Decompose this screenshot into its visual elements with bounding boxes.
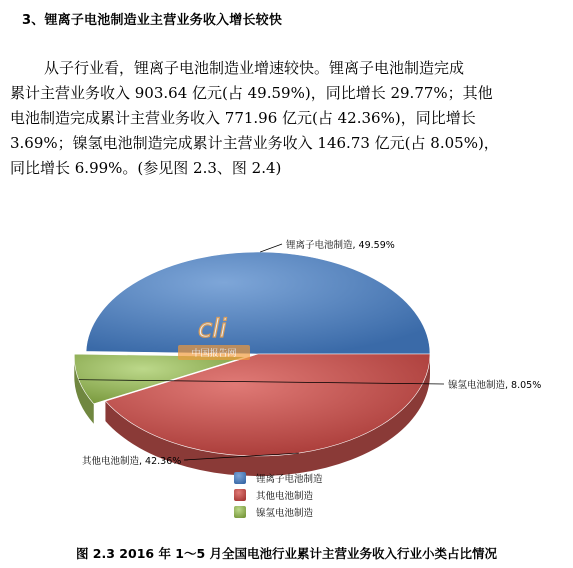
paragraph-line-5: 同比增长 6.99%。(参见图 2.3、图 2.4) <box>10 159 282 177</box>
leader-line <box>260 244 282 252</box>
section-heading: 3、锂离子电池制造业主营业务收入增长较快 <box>22 13 283 28</box>
legend-swatch <box>234 489 246 501</box>
legend-swatch <box>234 506 246 518</box>
watermark-site-text: 中国报告网 <box>191 349 237 359</box>
paragraph-line-2: 累计主营业务收入 903.64 亿元(占 49.59%)，同比增长 29.77%；其他 <box>10 84 493 102</box>
legend-swatch <box>234 472 246 484</box>
slice-label: 其他电池制造, 42.36% <box>82 456 182 467</box>
body-paragraph <box>10 56 566 181</box>
watermark-logo-text: cli <box>198 314 227 344</box>
slice-label: 镍氢电池制造, 8.05% <box>448 380 542 391</box>
paragraph-line-3: 电池制造完成累计主营业务收入 771.96 亿元(占 42.36%)，同比增长 <box>10 109 476 127</box>
legend-entry: 锂离子电池制造 <box>256 474 323 485</box>
legend-entry: 其他电池制造 <box>256 491 314 502</box>
pie-slice <box>86 252 430 354</box>
paragraph-line-1: 从子行业看，锂离子电池制造业增速较快。锂离子电池制造完成 <box>44 59 465 77</box>
pie-chart <box>0 232 573 542</box>
legend-entry: 镍氢电池制造 <box>256 508 314 519</box>
paragraph-line-4: 3.69%；镍氢电池制造完成累计主营业务收入 146.73 亿元(占 8.05%)， <box>10 134 499 152</box>
slice-label: 锂离子电池制造, 49.59% <box>286 240 395 251</box>
legend <box>234 472 323 519</box>
pie-slices <box>74 252 430 476</box>
figure-caption: 图 2.3 2016 年 1～5 月全国电池行业累计主营业务收入行业小类占比情况 <box>75 546 498 561</box>
